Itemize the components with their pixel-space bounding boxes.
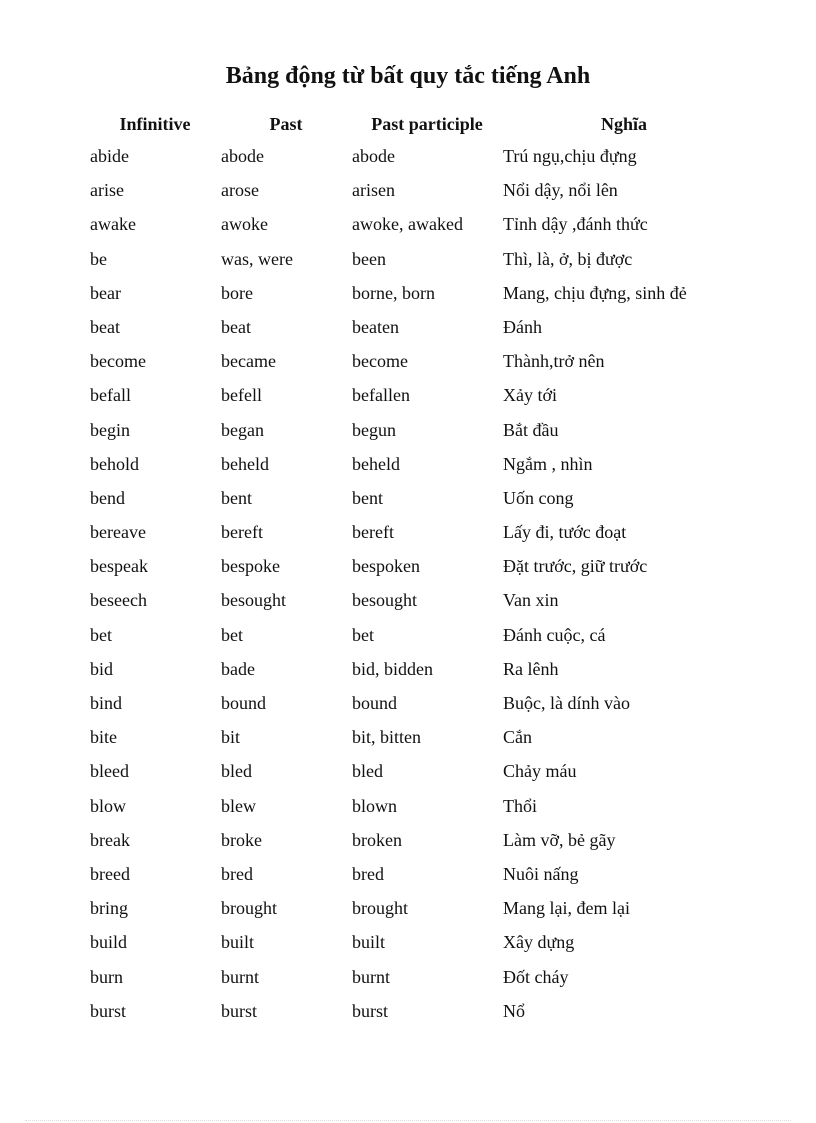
cell-past: beat: [221, 316, 251, 337]
cell-past-participle: besought: [352, 590, 417, 611]
cell-infinitive: burst: [90, 1000, 126, 1021]
cell-infinitive: blow: [90, 795, 126, 816]
cell-meaning: Thổi: [503, 795, 537, 816]
page-bottom-divider: [25, 1120, 791, 1121]
table-row: [0, 344, 816, 378]
cell-past-participle: become: [352, 351, 408, 372]
table-row: [0, 583, 816, 617]
cell-infinitive: bereave: [90, 522, 146, 543]
cell-past-participle: bred: [352, 863, 384, 884]
table-row: [0, 857, 816, 891]
table-row: [0, 754, 816, 788]
cell-past: bespoke: [221, 556, 280, 577]
cell-past-participle: abode: [352, 146, 395, 166]
table-row: [0, 447, 816, 481]
cell-meaning: Làm vỡ, bẻ gãy: [503, 829, 616, 850]
header-meaning: Nghĩa: [600, 114, 647, 134]
cell-past-participle: beheld: [352, 453, 400, 474]
cell-meaning: Uốn cong: [503, 487, 574, 508]
cell-past-participle: arisen: [352, 180, 395, 201]
cell-past-participle: burst: [352, 1000, 388, 1021]
table-body: [0, 139, 816, 1028]
cell-past: bled: [221, 761, 252, 782]
cell-past: blew: [221, 795, 256, 816]
cell-meaning: Lấy đi, tước đoạt: [503, 522, 627, 543]
table-row: [0, 276, 816, 310]
cell-infinitive: beseech: [90, 590, 147, 611]
verb-table: [0, 107, 816, 1028]
cell-meaning: Nổ: [503, 1000, 525, 1021]
cell-infinitive: bid: [90, 658, 114, 679]
cell-past: bet: [221, 624, 243, 645]
table-row: [0, 139, 816, 173]
cell-past-participle: brought: [352, 898, 408, 919]
cell-infinitive: bite: [90, 727, 117, 748]
cell-meaning: Đốt cháy: [503, 966, 569, 987]
cell-past: befell: [221, 385, 262, 406]
cell-infinitive: break: [90, 829, 130, 850]
cell-meaning: Đặt trước, giữ trước: [503, 556, 648, 577]
cell-past-participle: bled: [352, 761, 383, 782]
cell-infinitive: bring: [90, 898, 128, 919]
cell-infinitive: bespeak: [90, 556, 148, 577]
cell-past: abode: [221, 146, 264, 166]
cell-infinitive: bind: [90, 693, 123, 713]
cell-past: burnt: [221, 966, 259, 987]
cell-infinitive: bear: [90, 282, 121, 303]
cell-infinitive: build: [90, 932, 128, 953]
table-row: [0, 925, 816, 959]
cell-past-participle: bent: [352, 487, 383, 508]
cell-meaning: Thì, là, ở, bị được: [503, 248, 633, 269]
cell-infinitive: breed: [90, 863, 130, 884]
table-row: [0, 823, 816, 857]
cell-past: bred: [221, 863, 253, 884]
cell-past-participle: been: [352, 248, 386, 269]
header-past: Past: [269, 114, 303, 134]
table-row: [0, 960, 816, 994]
cell-past-participle: broken: [352, 829, 402, 850]
table-row: [0, 686, 816, 720]
cell-past-participle: beaten: [352, 316, 399, 337]
cell-past-participle: awoke, awaked: [352, 214, 463, 235]
cell-infinitive: beat: [90, 316, 120, 337]
cell-past-participle: begun: [352, 419, 396, 440]
table-row: [0, 481, 816, 515]
cell-past: built: [221, 932, 255, 953]
cell-past-participle: bespoken: [352, 556, 420, 577]
cell-past: bore: [221, 282, 253, 303]
table-row: [0, 515, 816, 549]
table-row: [0, 310, 816, 344]
cell-past-participle: bound: [352, 693, 397, 713]
cell-infinitive: bleed: [90, 761, 129, 782]
cell-past-participle: built: [352, 932, 386, 953]
cell-meaning: Tỉnh dậy ,đánh thức: [503, 214, 648, 235]
cell-past: awoke: [221, 214, 268, 235]
cell-meaning: Nổi dậy, nổi lên: [503, 180, 618, 201]
cell-meaning: Ngắm , nhìn: [503, 453, 593, 474]
cell-past: became: [221, 351, 276, 372]
cell-past-participle: befallen: [352, 385, 410, 406]
table-row: [0, 618, 816, 652]
cell-infinitive: arise: [90, 180, 124, 201]
cell-infinitive: bet: [90, 624, 112, 645]
cell-past: began: [221, 419, 264, 440]
cell-past: broke: [221, 829, 262, 850]
cell-meaning: Trú ngụ,chịu đựng: [503, 146, 637, 166]
cell-infinitive: be: [90, 248, 107, 269]
cell-past: bade: [221, 658, 255, 679]
table-row: [0, 242, 816, 276]
cell-past: burst: [221, 1000, 257, 1021]
cell-past-participle: bid, bidden: [352, 658, 433, 679]
cell-meaning: Mang, chịu đựng, sinh đẻ: [503, 282, 687, 303]
cell-past: beheld: [221, 453, 269, 474]
cell-meaning: Xây dựng: [503, 932, 575, 953]
cell-infinitive: befall: [90, 385, 131, 406]
table-row: [0, 378, 816, 412]
cell-meaning: Mang lại, đem lại: [503, 898, 630, 919]
cell-past-participle: bit, bitten: [352, 727, 421, 748]
cell-meaning: Thành,trở nên: [503, 351, 605, 372]
table-row: [0, 413, 816, 447]
cell-past: was, were: [221, 248, 293, 269]
table-row: [0, 652, 816, 686]
cell-infinitive: become: [90, 351, 146, 372]
cell-meaning: Ra lênh: [503, 658, 559, 679]
cell-past-participle: burnt: [352, 966, 390, 987]
table-row: [0, 173, 816, 207]
cell-infinitive: abide: [90, 146, 129, 166]
cell-infinitive: awake: [90, 214, 136, 235]
cell-infinitive: bend: [90, 487, 125, 508]
cell-past-participle: bet: [352, 624, 374, 645]
table-row: [0, 789, 816, 823]
header-past-participle: Past participle: [371, 114, 483, 134]
cell-past-participle: borne, born: [352, 282, 435, 303]
cell-past: brought: [221, 898, 277, 919]
table-row: [0, 207, 816, 241]
cell-meaning: Đánh: [503, 316, 542, 337]
cell-past: arose: [221, 180, 259, 201]
cell-infinitive: begin: [90, 419, 130, 440]
cell-infinitive: behold: [90, 453, 139, 474]
cell-meaning: Chảy máu: [503, 761, 577, 782]
cell-meaning: Nuôi nấng: [503, 863, 579, 884]
cell-meaning: Van xin: [503, 590, 559, 611]
table-header-row: [0, 107, 816, 139]
cell-infinitive: burn: [90, 966, 123, 987]
table-row: [0, 994, 816, 1028]
cell-past: bit: [221, 727, 241, 748]
page-title: Bảng động từ bất quy tắc tiếng Anh: [225, 63, 591, 89]
cell-past-participle: bereft: [352, 522, 394, 543]
cell-past: bound: [221, 693, 266, 713]
cell-meaning: Xảy tới: [503, 385, 558, 406]
table-row: [0, 720, 816, 754]
table-row: [0, 891, 816, 925]
cell-meaning: Đánh cuộc, cá: [503, 624, 606, 645]
cell-meaning: Bắt đầu: [503, 419, 559, 440]
cell-meaning: Buộc, là dính vào: [503, 693, 630, 713]
table-row: [0, 549, 816, 583]
cell-meaning: Cắn: [503, 727, 532, 748]
cell-past: bent: [221, 487, 252, 508]
cell-past-participle: blown: [352, 795, 397, 816]
cell-past: besought: [221, 590, 286, 611]
cell-past: bereft: [221, 522, 263, 543]
header-infinitive: Infinitive: [119, 114, 191, 134]
